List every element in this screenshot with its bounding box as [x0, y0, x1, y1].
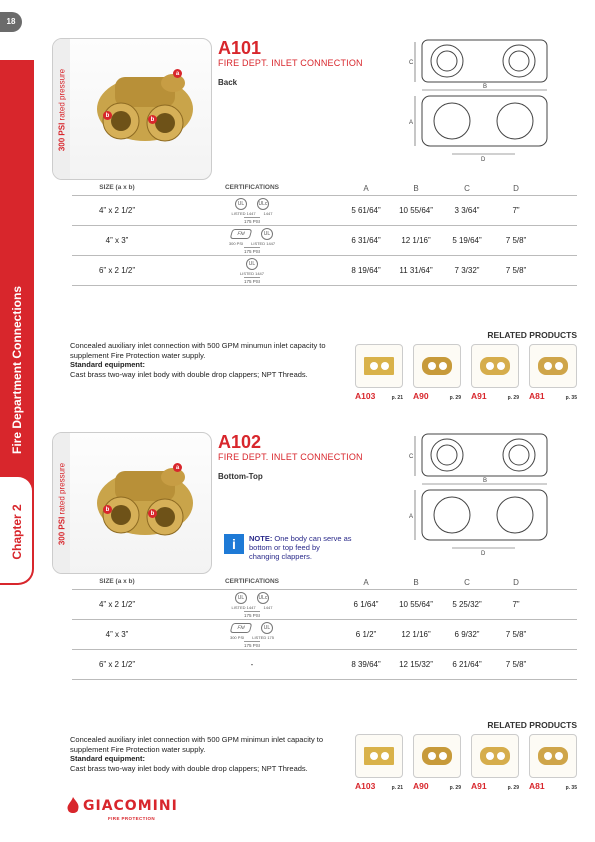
callout-b: b: [148, 509, 157, 518]
related-product-thumb: [413, 734, 461, 778]
dim-c-cell: 5 25/32”: [452, 600, 482, 609]
related-product-code: A91: [471, 781, 487, 791]
related-product: [355, 734, 403, 791]
related-product: [529, 344, 577, 401]
certification-pressure: 175 PSI: [243, 248, 260, 254]
standard-equipment-text: Cast brass two-way inlet body with double drop clappers; NPT Threads.: [70, 763, 308, 773]
dimension-drawing: [407, 432, 567, 557]
callout-a: a: [173, 69, 182, 78]
related-product-thumb: [471, 734, 519, 778]
related-product-code: A103: [355, 781, 376, 791]
related-product-page: p. 35: [565, 785, 577, 791]
dim-a-cell: 6 31/64”: [351, 236, 381, 245]
dim-b-cell: 12 1/16”: [401, 630, 431, 639]
spec-table: [72, 184, 577, 286]
product-variant: Bottom-Top: [218, 472, 263, 481]
certification-tags: [240, 271, 264, 276]
callout-a: a: [173, 463, 182, 472]
related-product-page: p. 21: [391, 395, 403, 401]
certification-cell: [162, 592, 342, 618]
spec-table: [72, 578, 577, 680]
dim-b-cell: 12 1/16”: [401, 236, 431, 245]
certification-cell: [162, 258, 342, 284]
dim-label-c: C: [409, 60, 414, 66]
size-cell: 6” x 2 1/2”: [98, 660, 135, 669]
related-product-page: p. 29: [449, 785, 461, 791]
size-cell: 6” x 2 1/2”: [98, 266, 135, 275]
certification-marks: [232, 592, 273, 618]
header-a: A: [363, 184, 369, 193]
related-product-code: A91: [471, 391, 487, 401]
dim-b-cell: 12 15/32”: [399, 660, 433, 669]
header-d: D: [513, 578, 519, 587]
related-products-title: RELATED PRODUCTS: [487, 720, 577, 730]
ulc-mark-icon: ULc: [257, 198, 269, 210]
dimension-drawing: [407, 38, 567, 163]
related-product: [471, 734, 519, 791]
table-row: [72, 256, 577, 286]
certification-icons: [231, 622, 273, 634]
brand-name: GIACOMINI: [83, 798, 178, 814]
dim-d-cell: 7 5/8”: [505, 266, 527, 275]
certification-tags: [232, 211, 273, 216]
pressure-label: 300 PSI rated pressure: [57, 462, 67, 546]
note-label: NOTE:: [249, 534, 273, 543]
certification-pressure: 175 PSI: [243, 612, 260, 618]
certification-marks: [230, 622, 274, 648]
dim-a-cell: 6 1/2”: [355, 630, 377, 639]
chapter-label: Chapter 2: [10, 504, 24, 560]
size-cell: 4” x 2 1/2”: [98, 206, 135, 215]
related-product-page: p. 29: [507, 395, 519, 401]
certification-tag: 1447: [263, 604, 273, 610]
related-product: [355, 344, 403, 401]
related-product-page: p. 21: [391, 785, 403, 791]
table-row: [72, 650, 577, 680]
dim-c-cell: 3 3/64”: [454, 206, 480, 215]
standard-equipment-label: Standard equipment:: [70, 360, 146, 369]
related-product-page: p. 35: [565, 395, 577, 401]
size-cell: 4” x 3”: [105, 236, 129, 245]
related-product-code: A90: [413, 781, 429, 791]
ulc-mark-icon: ULc: [257, 592, 269, 604]
ul-mark-icon: UL: [235, 592, 247, 604]
brand-tagline: FIRE PROTECTION: [108, 816, 156, 821]
dim-c-cell: 5 19/64”: [452, 236, 482, 245]
dim-a-cell: 8 19/64”: [351, 266, 381, 275]
related-products-title: RELATED PRODUCTS: [487, 330, 577, 340]
dim-c-cell: 6 21/64”: [452, 660, 482, 669]
callout-b: b: [103, 505, 112, 514]
related-product-thumb: [355, 734, 403, 778]
dim-b-cell: 11 31/64”: [399, 266, 433, 275]
certification-tags: [229, 241, 275, 246]
header-certifications: CERTIFICATIONS: [224, 578, 280, 585]
dim-d-cell: 7 5/8”: [505, 236, 527, 245]
certification-tag: LISTED 1447: [239, 270, 264, 276]
certification-marks: [229, 228, 275, 254]
certification-pressure: 175 PSI: [243, 642, 260, 648]
certification-tag: 300 PSI: [229, 634, 245, 640]
certification-icons: [231, 228, 273, 240]
certification-tag: LISTED 1447: [231, 604, 256, 610]
header-c: C: [464, 578, 470, 587]
related-product-thumb: [529, 344, 577, 388]
certification-pressure: 175 PSI: [243, 278, 260, 284]
related-product-caption: [355, 781, 403, 791]
related-product-caption: [529, 391, 577, 401]
related-product: [413, 344, 461, 401]
spec-table-header: [72, 184, 577, 196]
dim-label-a: A: [409, 514, 414, 520]
product-description: [70, 735, 360, 773]
flame-icon: [66, 797, 80, 815]
certification-pressure: 175 PSI: [243, 218, 260, 224]
table-row: [72, 590, 577, 620]
standard-equipment-label: Standard equipment:: [70, 754, 146, 763]
dim-a-cell: 8 39/64”: [351, 660, 381, 669]
certification-icons: [246, 258, 258, 270]
related-product: [529, 734, 577, 791]
info-icon: i: [224, 534, 244, 554]
certification-marks: [240, 258, 264, 284]
dim-b-cell: 10 55/64”: [399, 600, 433, 609]
pressure-label: 300 PSI rated pressure: [57, 68, 67, 152]
product-photo: [52, 432, 212, 574]
dim-label-a: A: [409, 120, 414, 126]
related-product-caption: [471, 781, 519, 791]
related-product-caption: [413, 391, 461, 401]
header-a: A: [363, 578, 369, 587]
brand-logo: [66, 797, 178, 821]
certification-tags: [232, 605, 273, 610]
ul-mark-icon: UL: [261, 228, 273, 240]
header-b: B: [413, 578, 419, 587]
dim-label-c: C: [409, 454, 414, 460]
related-product-thumb: [413, 344, 461, 388]
ul-mark-icon: UL: [235, 198, 247, 210]
callout-b: b: [103, 111, 112, 120]
note-box: [224, 534, 352, 561]
spec-table-header: [72, 578, 577, 590]
related-product-caption: [529, 781, 577, 791]
note-text: NOTE: One body can serve as bottom or top feed by changing clappers.: [249, 534, 352, 561]
certification-cell: [162, 622, 342, 648]
section-label: Fire Department Connections: [10, 285, 24, 455]
certification-tag: LISTED 1447: [231, 210, 256, 216]
related-products: [355, 330, 577, 401]
certification-icons: [235, 198, 269, 210]
product-photo: [52, 38, 212, 180]
size-cell: 4” x 2 1/2”: [98, 600, 135, 609]
fm-mark-icon: FM: [230, 229, 253, 239]
header-c: C: [464, 184, 470, 193]
related-product-code: A103: [355, 391, 376, 401]
certification-tag: LISTED 1447: [251, 240, 276, 246]
inlet-body-image: [73, 433, 212, 573]
table-row: [72, 196, 577, 226]
related-product-page: p. 29: [507, 785, 519, 791]
fm-mark-icon: FM: [230, 623, 253, 633]
certification-cell: -: [250, 660, 254, 669]
certification-tags: [230, 635, 274, 640]
certification-cell: [162, 228, 342, 254]
size-cell: 4” x 3”: [105, 630, 129, 639]
related-product-page: p. 29: [449, 395, 461, 401]
dim-c-cell: 7 3/32”: [454, 266, 480, 275]
related-product-thumb: [471, 344, 519, 388]
dim-c-cell: 6 9/32”: [454, 630, 480, 639]
dim-label-d: D: [481, 157, 486, 163]
description-text: Concealed auxiliary inlet connection with 500 GPM minimun inlet capacity to supplement Fire Protection water supply.: [70, 735, 324, 754]
product-description: [70, 341, 360, 379]
related-product-thumb: [355, 344, 403, 388]
dim-d-cell: 7”: [512, 206, 520, 215]
dim-d-cell: 7 5/8”: [505, 660, 527, 669]
dim-d-cell: 7 5/8”: [505, 630, 527, 639]
related-product-code: A81: [529, 781, 545, 791]
callout-b: b: [148, 115, 157, 124]
certification-icons: [235, 592, 269, 604]
certification-marks: [232, 198, 273, 224]
product-code: A101: [218, 38, 262, 58]
header-certifications: CERTIFICATIONS: [224, 184, 280, 191]
dim-a-cell: 5 61/64”: [351, 206, 381, 215]
table-row: [72, 620, 577, 650]
header-b: B: [413, 184, 419, 193]
header-size: SIZE (a x b): [99, 184, 135, 191]
product-subtitle: FIRE DEPT. INLET CONNECTION: [218, 58, 363, 68]
related-product: [413, 734, 461, 791]
related-product-caption: [413, 781, 461, 791]
related-product: [471, 344, 519, 401]
related-product-code: A90: [413, 391, 429, 401]
product-variant: Back: [218, 78, 238, 87]
certification-tag: 1447: [263, 210, 273, 216]
related-product-code: A81: [529, 391, 545, 401]
description-text: Concealed auxiliary inlet connection with 500 GPM minumun inlet capacity to supplement Fire Protection water supply.: [70, 341, 326, 360]
ul-mark-icon: UL: [246, 258, 258, 270]
dim-a-cell: 6 1/64”: [353, 600, 379, 609]
chapter-side-strip: [0, 0, 34, 842]
ul-mark-icon: UL: [261, 622, 273, 634]
dim-b-cell: 10 55/64”: [399, 206, 433, 215]
certification-tag: 300 PSI: [228, 240, 244, 246]
header-size: SIZE (a x b): [99, 578, 135, 585]
certification-tag: LISTED 175: [252, 634, 275, 640]
dim-label-d: D: [481, 551, 486, 557]
standard-equipment-text: Cast brass two-way inlet body with double drop clappers; NPT Threads.: [70, 369, 308, 379]
dim-d-cell: 7”: [512, 600, 520, 609]
product-code: A102: [218, 432, 262, 452]
related-products: [355, 720, 577, 791]
inlet-body-image: [73, 39, 212, 179]
related-product-caption: [355, 391, 403, 401]
certification-cell: [162, 198, 342, 224]
related-product-caption: [471, 391, 519, 401]
product-subtitle: FIRE DEPT. INLET CONNECTION: [218, 452, 363, 462]
dim-label-b: B: [483, 478, 488, 484]
header-d: D: [513, 184, 519, 193]
related-product-thumb: [529, 734, 577, 778]
table-row: [72, 226, 577, 256]
page-number: 18: [0, 12, 22, 32]
dim-label-b: B: [483, 84, 488, 90]
